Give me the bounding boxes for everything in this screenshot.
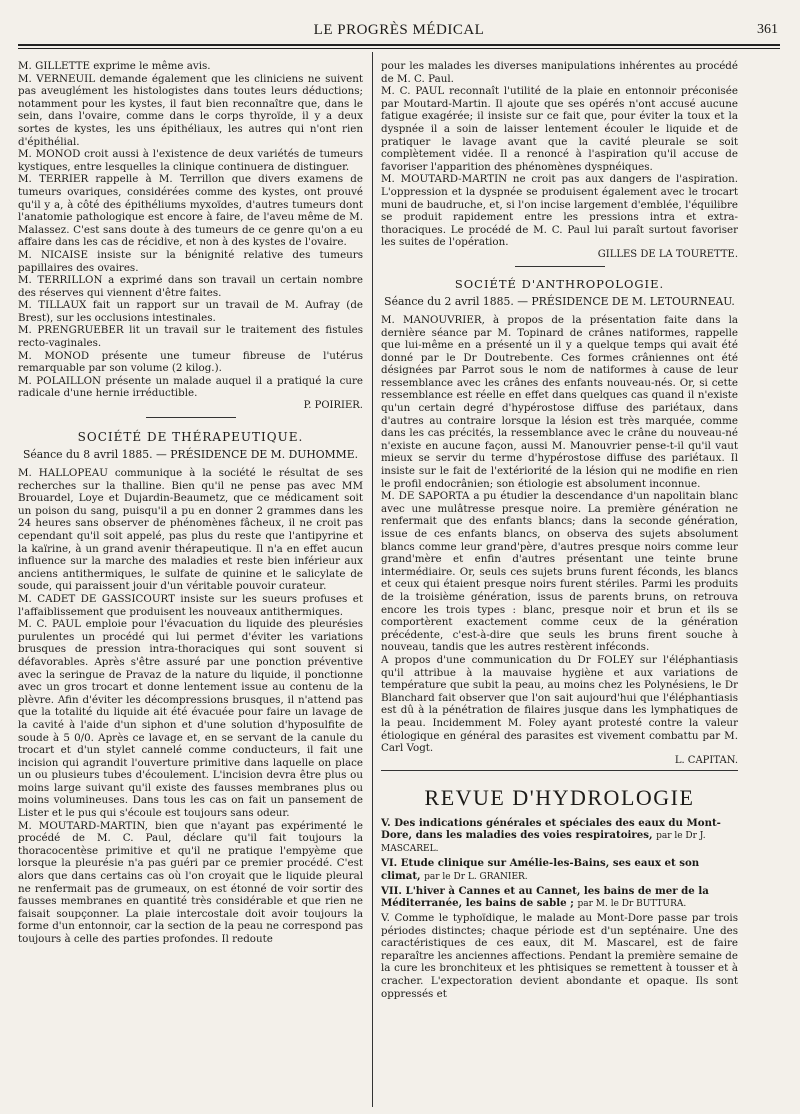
paragraph: M. MOUTARD-MARTIN, bien que n'ayant pas expérimenté le procédé de M. C. Paul, déclare qu'il fait toujours la thoracocentèse primitive et qu'il ne pratique l'empyème que lorsque la pleurésie n'a pas guéri par ce premier procédé. C'est alors que dans certains cas où l'on croyait que le liquide pleural ne renfermait pas de grumeaux, on est étonné de voir sortir des fausses membranes en quantité très considérable et que rien ne faisait soupçonner. La plaie intercostale doit avoir toujours la forme d'un entonnoir, car la section de la peau ne correspond pas toujours à celle des parties profondes. Il redoute	[18, 819, 363, 945]
bibliography-item	[381, 817, 738, 856]
bibliography-author: par le Dr J. MASCAREL.	[381, 830, 706, 855]
bibliography-item	[381, 857, 738, 882]
revue-title: REVUE D'HYDROLOGIE	[424, 784, 695, 810]
paragraph: M. POLAILLON présente un malade auquel il a pratiqué la cure radicale d'une hernie irréductible.	[18, 374, 363, 400]
paragraph: M. TILLAUX fait un rapport sur un travail de M. Aufray (de Brest), sur les occlusions intestinales.	[18, 299, 363, 324]
left-column	[18, 60, 363, 1110]
paragraph: M. DE SAPORTA a pu étudier la descendance d'un napolitain blanc avec une mulâtresse presque noire. La première génération ne renfermait que des enfants blancs; dans la seconde génération, issue de ces enfants blancs, on observa des sujets absolument blancs comme leur grand'père, d'autres presque noirs comme leur grand'mère et enfin d'autres présentant une teinte brune intermédiaire. Or, seuls ces sujets bruns furent féconds, les blancs et ceux qui étaient presque noirs furent stériles. Parmi les produits de la troisième génération, issus de parents bruns, on retrouva encore les trois types : blanc, presque noir et brun et ils se comportèrent exactement comme ceux de la génération précédente, c'est-à-dire que seuls les bruns firent souche à nouveau, tandis que les autres restèrent inféconds.	[381, 490, 738, 654]
seance-line: Séance du 8 avril 1885. — PRÉSIDENCE DE M. DUHOMME.	[22, 448, 359, 462]
paragraph: M. NICAISE insiste sur la bénignité relative des tumeurs papillaires des ovaires.	[18, 248, 363, 274]
section-divider	[381, 770, 738, 771]
section-divider	[515, 266, 605, 267]
bibliography-author: par le Dr L. GRANIER.	[424, 871, 528, 882]
paragraph: M. CADET DE GASSICOURT insiste sur les sueurs profuses et l'affaiblissement que produisent les nouveaux antithermiques.	[18, 592, 363, 618]
section-divider	[146, 417, 236, 418]
paragraph: M. TERRILLON a exprimé dans son travail un certain nombre des réserves qui viennent d'être faites.	[18, 274, 363, 299]
signature: P. POIRIER.	[303, 400, 363, 412]
page-number: 361	[757, 22, 778, 37]
paragraph: M. HALLOPEAU communique à la société le résultat de ses recherches sur la thalline. Bien qu'il ne pense pas avec MM Brouardel, Loye et Dujardin-Beaumetz, que ce médicament soit un poison du sang, puisqu'il a pu en donner 2 grammes dans les 24 heures sans observer de phénomènes fâcheux, il ne croit pas cependant qu'il soit appelé, pas plus du reste que l'antipyrine et la kaïrine, à un grand avenir thérapeutique. Il n'a en effet aucun influence sur la marche des maladies et reste bien inférieur aux anciens antithermiques, le sulfate de quinine et le salicylate de soude, qui paraissent jouir d'un véritable pouvoir curateur.	[18, 467, 363, 593]
paragraph: pour les malades les diverses manipulations inhérentes au procédé de M. C. Paul.	[381, 60, 738, 85]
paragraph: M. MONOD présente une tumeur fibreuse de l'utérus remarquable par son volume (2 kilog.).	[18, 349, 363, 375]
paragraph: M. C. PAUL reconnaît l'utilité de la plaie en entonnoir préconisée par Moutard-Martin. Il ajoute que ses opérés n'ont accusé aucune fatigue exagérée; il insiste sur ce fait que, pour éviter la toux et la dyspnée il a soin de laisser lentement écouler le liquide et de pratiquer le lavage avant que la cavité pleurale se soit complètement vidée. Il a renoncé à l'aspiration qu'il accuse de favoriser l'apparition des phénomènes dyspnéiques.	[381, 85, 738, 173]
paragraph: M. PRENGRUEBER lit un travail sur le traitement des fistules recto-vaginales.	[18, 324, 363, 350]
paragraph: M. C. PAUL emploie pour l'évacuation du liquide des pleurésies purulentes un procédé qui lui permet d'éviter les variations brusques de pression intra-thoraciques qui sont souvent si défavorables. Après s'être assuré par une ponction préventive avec la seringue de Pravaz de la nature du liquide, il ponctionne avec un gros trocart et donne lentement issue au contenu de la plèvre. Afin d'éviter les décompressions brusques, il n'attend pas que la totalité du liquide ait été évacuée pour faire un lavage de la cavité à l'aide d'un siphon et d'une solution d'hyposulfite de soude à 5 0/0. Après ce lavage et, en se servant de la canule du trocart et d'un stylet cannelé comme conducteurs, il fait une incision qui agrandit l'ouverture primitive dans laquelle on place un ou plusieurs tubes d'écoulement. L'incision devra être plus ou moins large suivant qu'il existe des fausses membranes plus ou moins volumineuses. Dans tous les cas on fait un pansement de Lister et le pus qui s'écoule est toujours sans odeur.	[18, 618, 363, 820]
bibliography-title: V. Des indications générales et spéciales des eaux du Mont-Dore, dans les maladies des voies respiratoires,	[381, 816, 721, 841]
paragraph: M. MOUTARD-MARTIN ne croit pas aux dangers de l'aspiration. L'oppression et la dyspnée se produisent également avec le trocart muni de baudruche, et, si l'on incise largement d'emblée, l'équilibre se produit rapidement entre les pressions intra et extra-thoraciques. Le procédé de M. C. Paul lui paraît surtout favoriser les suites de l'opération.	[381, 173, 738, 249]
intro-section	[18, 60, 363, 411]
paragraph: M. MONOD croit aussi à l'existence de deux variétés de tumeurs kystiques, entre lesquelles la clinique continuera de distinguer.	[18, 148, 363, 173]
paragraph: M. VERNEUIL demande également que les cliniciens ne suivent pas aveuglément les histologistes dans toutes leurs déductions; notamment pour les kystes, il faut bien reconnaître que, dans le sein, dans l'ovaire, comme dans le corps thyroïde, il y a deux sortes de kystes, les uns épithéliaux, les autres qui n'ont rien d'épithélial.	[18, 72, 363, 148]
section-title: SOCIÉTÉ DE THÉRAPEUTIQUE.	[77, 430, 304, 445]
page-header	[18, 22, 780, 42]
paragraph: M. MANOUVRIER, à propos de la présentation faite dans la dernière séance par M. Topinard de crânes natiformes, rappelle que lui-même en a présenté un il y a quelque temps qui avait été donné par le Dr Doutrebente. Ces formes crâniennes ont été désignées par Parrot sous le nom de natiformes à cause de leur ressemblance avec les crânes des enfants nouveau-nés. Or, si cette ressemblance est réelle en effet dans quelques cas quand il n'existe qu'un certain degré d'hypérostose diffuse des pariétaux, dans d'autres au contraire lorsque la lésion est très marquée, comme dans les cas précités, la ressemblance avec le crâne du nouveau-né n'existe en aucune façon, aussi M. Manouvrier pense-t-il qu'il vaut mieux se servir du terme d'hypérostose diffuse des pariétaux. Il insiste sur le fait de l'extériorité de la lésion qui ne modifie en rien le profil endocrânien; son étiologie est absolument inconnue.	[381, 313, 738, 490]
header-rule	[18, 44, 780, 46]
right-column	[381, 60, 738, 1110]
signature: GILLES DE LA TOURETTE.	[597, 248, 738, 260]
bibliography-title: VI. Etude clinique sur Amélie-les-Bains, ses eaux et son climat,	[381, 857, 700, 882]
seance-line: Séance du 2 avril 1885. — PRÉSIDENCE DE M. LETOURNEAU.	[384, 294, 735, 308]
bibliography-title: VII. L'hiver à Cannes et au Cannet, les bains de mer de la Méditerranée, les bains de sable ;	[381, 884, 709, 909]
bibliography-author: par M. le Dr BUTTURA.	[577, 898, 687, 909]
section-title: SOCIÉTÉ D'ANTHROPOLOGIE.	[454, 276, 665, 291]
paragraph: A propos d'une communication du Dr FOLEY sur l'éléphantiasis qu'il attribue à la mauvaise hygiène et aux variations de température que subit la peau, au moins chez les Polynésiens, le Dr Blanchard fait observer que l'on sait aujourd'hui que l'éléphantiasis est dû à la pénétration de filaires jusque dans les lymphatiques de la peau. Incidemment M. Foley ayant protesté contre la valeur étiologique en général des parasites est vivement combattu par M. Carl Vogt.	[381, 653, 738, 755]
column-divider	[372, 52, 373, 1107]
paragraph: V. Comme le typhoïdique, le malade au Mont-Dore passe par trois périodes distinctes; chaque période est d'un septénaire. Une des caractéristiques de ces eaux, dit M. Mascarel, est de faire reparaître les anciennes affections. Pendant la première semaine de la cure les bronchiteux et les phtisiques se remettent à tousser et à cracher. L'expectoration devient abondante et opaque. Ils sont oppressés et	[381, 912, 738, 1000]
signature: L. CAPITAN.	[674, 754, 738, 766]
journal-title: LE PROGRÈS MÉDICAL	[313, 22, 485, 38]
header-rule-thin	[18, 48, 780, 49]
paragraph: M. GILLETTE exprime le même avis.	[18, 60, 211, 72]
paragraph: M. TERRIER rappelle à M. Terrillon que divers examens de tumeurs ovariques, considérées comme des kystes, ont prouvé qu'il y a, à côté des épithéliums myxoïdes, d'autres tumeurs dont l'anatomie pathologique est encore à faire, de l'aveu même de M. Malassez. C'est sans doute à des tumeurs de ce genre qu'on a eu affaire dans les cas de récidive, et non à des kystes de l'ovaire.	[18, 173, 363, 249]
bibliography-item	[381, 885, 738, 910]
